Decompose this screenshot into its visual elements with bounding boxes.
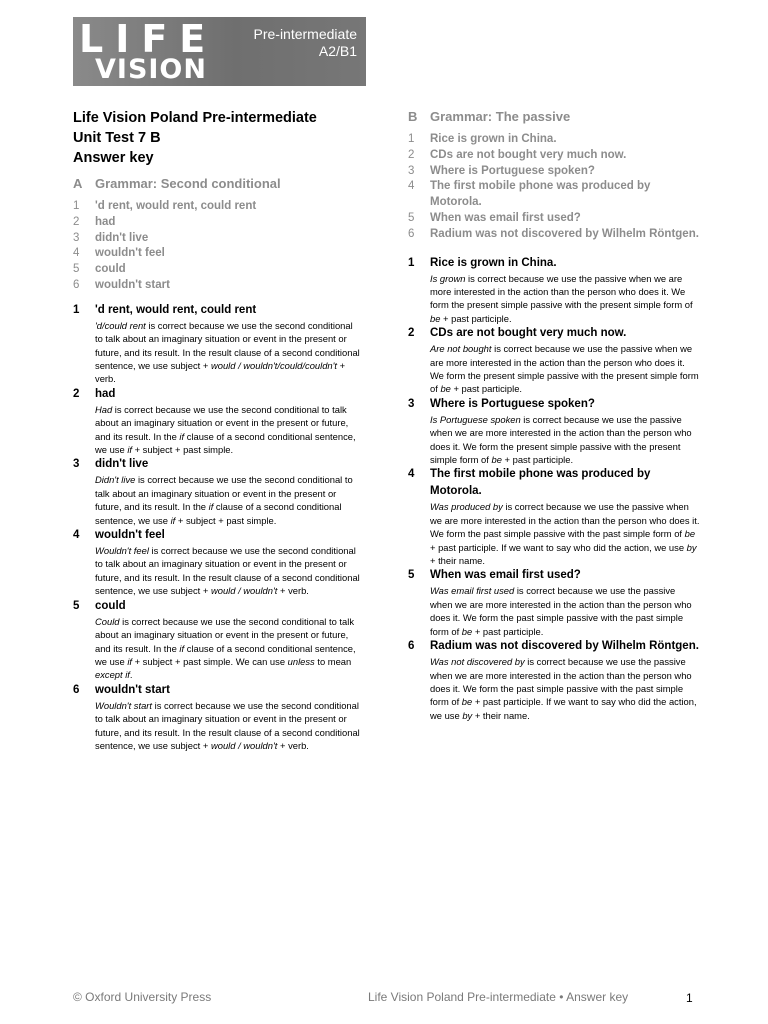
answer-item: 3 didn't live Didn't live is correct because we use the second conditional to talk about an imaginary situation or event in the present or future, and its result. In the if clause of a second conditional sentence, we use if + subject + past simple. — [73, 456, 363, 527]
page-number: 1 — [686, 991, 693, 1005]
list-item: 2 had — [73, 215, 116, 228]
answer-item: 1 'd rent, would rent, could rent 'd/could rent is correct because we use the second conditional to talk about an imaginary situation or event in the present or future, and its result. In the result clause of a second conditional sentence, we use subject + would / wouldn't/could/couldn't + verb. — [73, 302, 363, 386]
level-line-2: A2/B1 — [318, 43, 357, 59]
header-banner — [73, 17, 366, 86]
answer-explanation: 'd/could rent is correct because we use the second conditional to talk about an imaginary situation or event in the present or future, and its result. In the result clause of a second conditional sentence, we use subject + would / wouldn't/could/couldn't + verb. — [95, 319, 360, 385]
left-column — [73, 108, 363, 752]
answer-item: 1 Rice is grown in China. Is grown is correct because we use the passive when we are more interested in the action than the person who does it. We form the present simple passive with the present simple form of be + past participle. — [408, 255, 700, 326]
list-item: 2 CDs are not bought very much now. — [408, 148, 627, 161]
answer-item: 6 wouldn't start Wouldn't start is correct because we use the second conditional to talk about an imaginary situation or event in the present or future, and its result. In the result clause of a second conditional sentence, we use subject + would / wouldn't + verb. — [73, 682, 363, 753]
list-item: 5 When was email first used? — [408, 211, 581, 224]
answer-explanation: Didn't live is correct because we use the second conditional to talk about an imaginary situation or event in the present or future, and its result. In the if clause of a second conditional sentence, we use if + subject + past simple. — [95, 474, 353, 526]
answer-item: 6 Radium was not discovered by Wilhelm Röntgen. Was not discovered by is correct because we use the passive when we are more interested in the action than the person who does it. We form the past simple passive with the past simple form of be + past participle. If we want to say who did the action, we use by + their name. — [408, 640, 699, 721]
answer-explanation: Was not discovered by is correct because we use the passive when we are more interested in the action than the person who does it. We form the past simple passive with the past simple form of be + past participle. If we want to say who did the action, we use by + their name. — [430, 656, 697, 721]
logo-vision-text: VISION — [95, 54, 207, 85]
doc-title-line-1: Life Vision Poland Pre-intermediate — [73, 110, 317, 126]
answer-explanation: Is grown is correct because we use the passive when we are more interested in the action than the person who does it. We form the present simple passive with the present simple form of be + past participle. — [430, 272, 693, 324]
answer-explanation: Could is correct because we use the second conditional to talk about an imaginary situation or event in the present or future, and its result. In the if clause of a second conditional sentence, we use if + subject + past simple. We can use unless to mean except if. — [95, 615, 356, 681]
answer-explanation: Are not bought is correct because we use the passive when we are more interested in the action than the person who does it. We form the present simple passive with the present simple form of be + past participle. — [430, 343, 699, 395]
answer-item: 4 The first mobile phone was produced by Motorola. Was produced by is correct because we use the passive when we are more interested in the action than the person who does it. We form the past simple passive with the past simple form of be + past participle. If we want to say who did the action, we use by + their name. — [408, 468, 700, 567]
section-b-heading — [408, 108, 700, 126]
logo-life-text: LIFE — [79, 17, 218, 61]
list-item: 3 Where is Portuguese spoken? — [408, 164, 595, 177]
level-line-1: Pre-intermediate — [253, 26, 357, 42]
footer-copyright: © Oxford University Press — [73, 990, 212, 1004]
doc-title-line-3: Answer key — [73, 150, 154, 166]
footer-course: Life Vision Poland Pre-intermediate • Answer key — [368, 990, 629, 1004]
list-item: 1 Rice is grown in China. — [408, 133, 557, 145]
section-b-title: Grammar: The passive — [430, 109, 571, 124]
section-a-title: Grammar: Second conditional — [95, 176, 281, 191]
section-b-letter: B — [408, 109, 418, 124]
section-a-list — [73, 199, 363, 294]
answer-explanation: Had is correct because we use the second conditional to talk about an imaginary situation or event in the present or future, and its result. In the if clause of a second conditional sentence, we use if + subject + past simple. — [95, 403, 356, 456]
right-column — [408, 108, 700, 722]
section-a-answers — [73, 302, 363, 753]
answer-explanation: Wouldn't start is correct because we use the second conditional to talk about an imaginary situation or event in the present or future, and its result. In the result clause of a second conditional sentence, we use subject + would / wouldn't + verb. — [95, 699, 360, 751]
doc-title-line-2: Unit Test 7 B — [73, 130, 161, 146]
list-item: 1 'd rent, would rent, could rent — [73, 200, 257, 212]
list-item: 3 didn't live — [73, 231, 149, 244]
answer-explanation: Wouldn't feel is correct because we use the second conditional to talk about an imaginary situation or event in the present or future, and its result. In the result clause of a second conditional sentence, we use subject + would / wouldn't + verb. — [95, 545, 360, 597]
section-a-letter: A — [73, 176, 83, 191]
list-item: 6 wouldn't start — [73, 278, 170, 291]
answer-item: 3 Where is Portuguese spoken? Is Portuguese spoken is correct because we use the passive when we are more interested in the action than the person who does it. We form the present simple passive with the present simple form of be + past participle. — [408, 396, 700, 467]
list-item: 4 wouldn't feel — [73, 247, 165, 260]
answer-item: 4 wouldn't feel Wouldn't feel is correct because we use the second conditional to talk about an imaginary situation or event in the present or future, and its result. In the result clause of a second conditional sentence, we use subject + would / wouldn't + verb. — [73, 527, 363, 598]
list-item: 6 Radium was not discovered by Wilhelm Röntgen. — [408, 227, 699, 240]
answer-explanation: Was produced by is correct because we use the passive when we are more interested in the action than the person who does it. We form the past simple passive with the past simple form of be + past participle. If we want to say who did the action, we use by + their name. — [430, 501, 700, 567]
answer-explanation: Is Portuguese spoken is correct because we use the passive when we are more interested in the action than the person who does it. We form the present simple passive with the present simple form of be + past participle. — [430, 413, 692, 466]
answer-item: 5 When was email first used? Was email first used is correct because we use the passive when we are more interested in the action than the person who does it. We form the past simple passive with the past simple form of be + past participle. — [408, 567, 700, 638]
section-b-answers — [408, 255, 700, 723]
answer-item: 2 had Had is correct because we use the second conditional to talk about an imaginary situation or event in the present or future, and its result. In the if clause of a second conditional sentence, we use if + subject + past simple. — [73, 386, 363, 457]
section-a-heading — [73, 175, 363, 193]
section-b-list — [408, 132, 700, 243]
list-item: 4 The first mobile phone was produced by Motorola. — [408, 180, 651, 209]
answer-explanation: Was email first used is correct because we use the passive when we are more interested in the action than the person who does it. We form the past simple passive with the past simple form of be + past participle. — [430, 585, 692, 637]
answer-item: 2 CDs are not bought very much now. Are not bought is correct because we use the passive when we are more interested in the action than the person who does it. We form the present simple passive with the present simple form of be + past participle. — [408, 327, 699, 395]
list-item: 5 could — [73, 263, 126, 276]
answer-item: 5 could Could is correct because we use the second conditional to talk about an imaginary situation or event in the present or future, and its result. In the if clause of a second conditional sentence, we use if + subject + past simple. We can use unless to mean except if. — [73, 598, 363, 682]
level-label — [254, 26, 358, 60]
